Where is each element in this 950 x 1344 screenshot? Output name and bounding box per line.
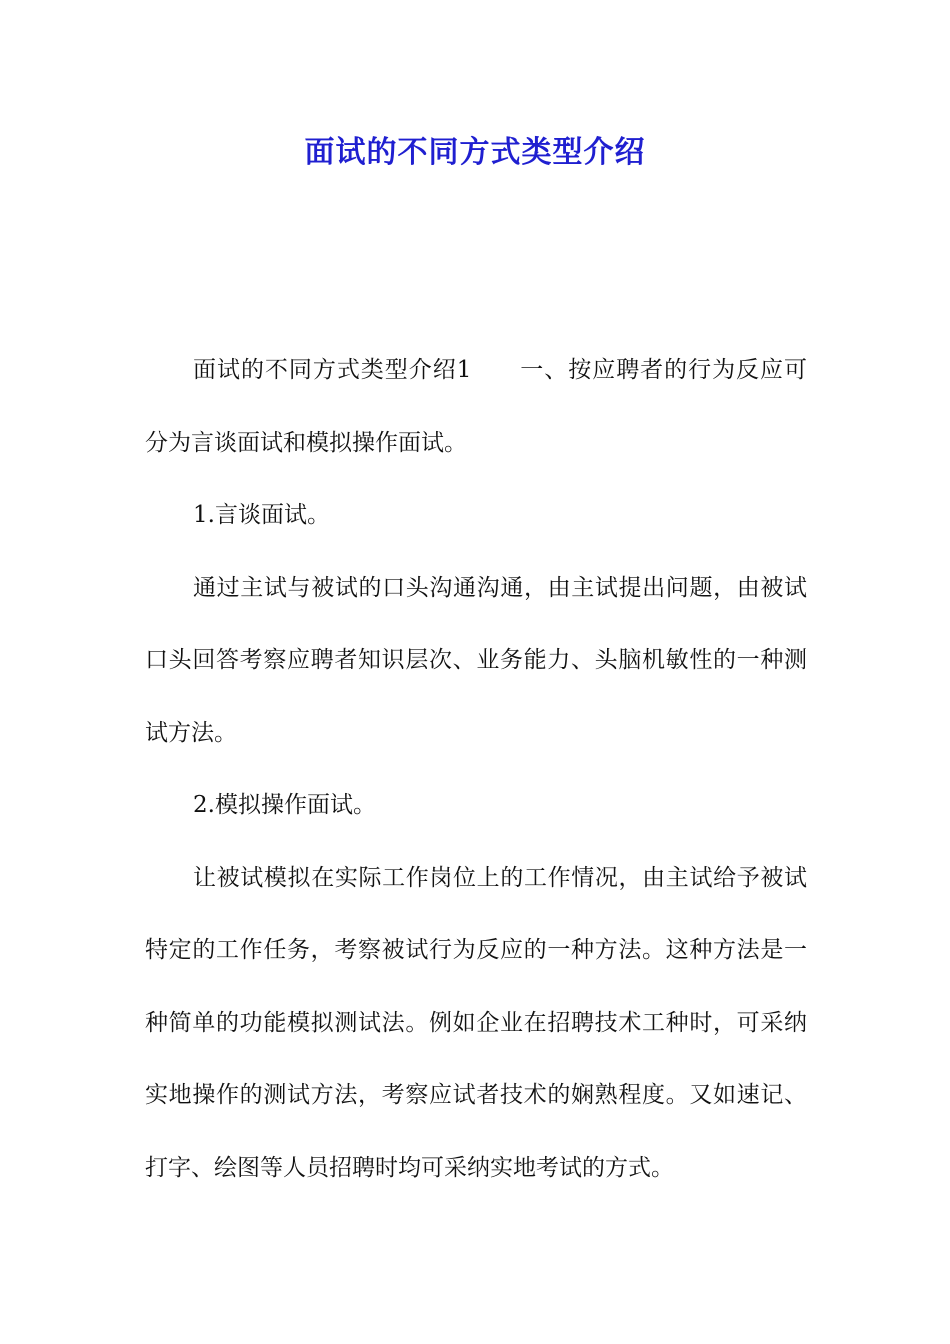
paragraph-intro (145, 334, 807, 479)
document-title: 面试的不同方式类型介绍 (304, 135, 646, 170)
paragraph-simulation-interview: 让被试模拟在实际工作岗位上的工作情况，由主试给予被试特定的工作任务，考察被试行为反应的一种方法。这种方法是一种简单的功能模拟测试法。例如企业在招聘技术工种时，可采纳实地操作的测试方法，考察应试者技术的娴熟程度。又如速记、打字、绘图等人员招聘时均可采纳实地考试的方式。 (145, 864, 807, 1181)
document-body (145, 334, 807, 1204)
paragraph-lead: 面试的不同方式类型介绍1 (193, 357, 472, 383)
heading-verbal-interview: 1.言谈面试。 (193, 502, 330, 528)
paragraph-verbal-interview: 通过主试与被试的口头沟通沟通，由主试提出问题，由被试口头回答考察应聘者知识层次、业务能力、头脑机敏性的一种测试方法。 (145, 574, 807, 746)
heading-simulation-interview: 2.模拟操作面试。 (193, 792, 376, 818)
paragraph-text: 一、按应聘者的行为反应可分为言谈面试和模拟操作面试。 (145, 357, 807, 456)
